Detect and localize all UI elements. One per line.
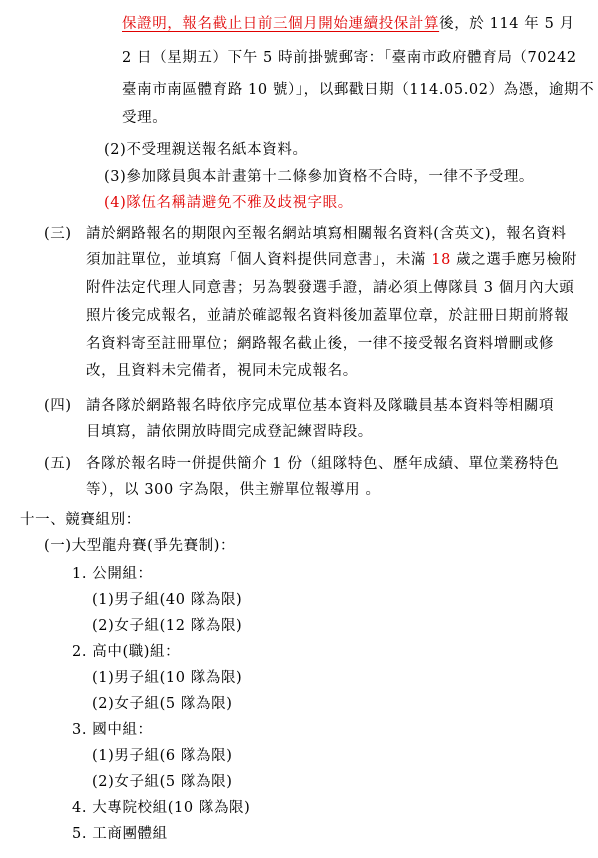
group-open-title: 1. 公開組： <box>72 566 153 582</box>
section-3-line-5: 名資料寄至註冊單位；網路報名截止後，一律不接受報名資料增刪或修 <box>86 336 555 352</box>
section-5-line-1: 各隊於報名時一併提供簡介 1 份（組隊特色、歷年成績、單位業務特色 <box>86 456 560 472</box>
section-4-line-1: 請各隊於網路報名時依序完成單位基本資料及隊職員基本資料等相關項 <box>86 398 555 414</box>
section-3-line-1: 請於網路報名的期限內至報名網站填寫相關報名資料(含英文)，報名資料 <box>86 226 567 242</box>
section-3-line-2-part-b: 歲之選手應另檢附 <box>450 252 577 268</box>
item-1-continuation-line-4: 受理。 <box>122 110 168 126</box>
section-4-line-2: 目填寫，請依開放時間完成登記練習時段。 <box>86 424 373 440</box>
section-5-line-2: 等），以 300 字為限，供主辦單位報導用 。 <box>86 482 381 498</box>
sub-heading-dragon-boat: (一)大型龍舟賽(爭先賽制)： <box>44 538 236 554</box>
group-highschool-women: (2)女子組(5 隊為限) <box>92 696 233 712</box>
section-5-number: (五) <box>44 456 72 472</box>
age-18-red-text: 18 <box>431 252 451 268</box>
section-3-line-2 <box>86 248 577 269</box>
section-3-line-2-part-a: 須加註單位，並填寫「個人資料提供同意書」，未滿 <box>86 252 432 268</box>
heading-11-competition-groups: 十一、競賽組別： <box>20 512 141 528</box>
group-juniorhigh-men: (1)男子組(6 隊為限) <box>92 748 233 764</box>
group-juniorhigh-women: (2)女子組(5 隊為限) <box>92 774 233 790</box>
group-juniorhigh-title: 3. 國中組： <box>72 722 153 738</box>
insurance-highlight-text: 保證明，報名截止日前三個月開始連續投保計算 <box>122 16 440 32</box>
sub-item-3: (3)參加隊員與本計畫第十二條參加資格不合時，一律不予受理。 <box>104 169 535 185</box>
group-business-title: 5. 工商團體組 <box>72 826 168 842</box>
section-4-number: (四) <box>44 398 72 414</box>
section-3-line-4: 照片後完成報名，並請於確認報名資料後加蓋單位章，於註冊日期前將報 <box>86 308 570 324</box>
item-1-continuation-line-3: 臺南市南區體育路 10 號）」，以郵戳日期（114.05.02）為憑，逾期不 <box>122 82 595 98</box>
section-3-line-6: 改，且資料未完備者，視同未完成報名。 <box>86 363 358 379</box>
sub-item-2: (2)不受理親送報名紙本資料。 <box>104 142 308 158</box>
group-highschool-title: 2. 高中(職)組： <box>72 644 181 660</box>
group-open-men: (1)男子組(40 隊為限) <box>92 592 243 608</box>
item-1-continuation-line-1 <box>122 12 575 33</box>
group-highschool-men: (1)男子組(10 隊為限) <box>92 670 243 686</box>
group-college-title: 4. 大專院校組(10 隊為限) <box>72 800 251 816</box>
deadline-date-text: 後，於 114 年 5 月 <box>439 16 575 32</box>
item-1-continuation-line-2: 2 日（星期五）下午 5 時前掛號郵寄：「臺南市政府體育局（70242 <box>122 50 577 66</box>
section-3-line-3: 附件法定代理人同意書；另為製發選手證，請必須上傳隊員 3 個月內大頭 <box>86 280 575 296</box>
sub-item-4-red: (4)隊伍名稱請避免不雅及歧視字眼。 <box>104 195 353 211</box>
section-3-number: (三) <box>44 226 72 242</box>
group-open-women: (2)女子組(12 隊為限) <box>92 618 243 634</box>
